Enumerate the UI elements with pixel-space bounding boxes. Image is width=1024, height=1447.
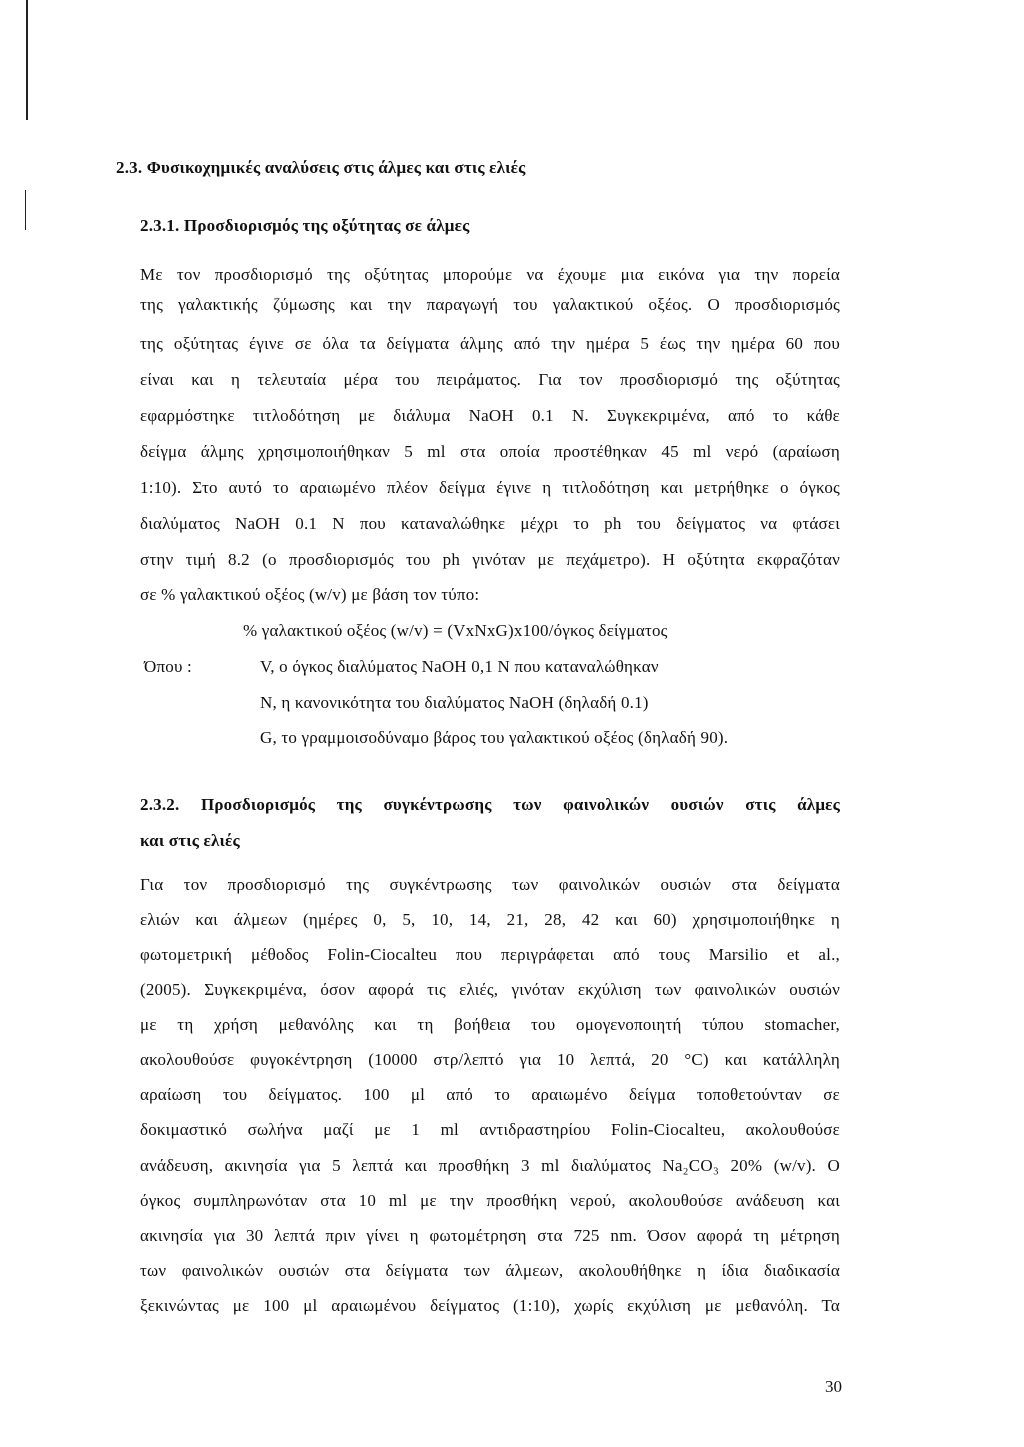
paragraph-line: στην τιμή 8.2 (ο προσδιορισμός του ph γινόταν με πεχάμετρο). Η οξύτητα εκφραζόταν	[140, 550, 840, 569]
paragraph-line: διαλύματος NaOH 0.1 N που καταναλώθηκε μέχρι το ph του δείγματος να φτάσει	[140, 514, 840, 533]
subsection-heading-phenolics: 2.3.2. Προσδιορισμός της συγκέντρωσης των φαινολικών ουσιών στις άλμες	[140, 795, 840, 814]
paragraph-line: σε % γαλακτικού οξέος (w/v) με βάση τον τύπο:	[140, 585, 480, 604]
paragraph-line: (2005). Συγκεκριμένα, όσον αφορά τις ελιές, γινόταν εκχύλιση των φαινολικών ουσιών	[140, 980, 840, 999]
paragraph-line: αραίωση του δείγματος. 100 μl από το αραιωμένο δείγμα τοποθετούνταν σε	[140, 1085, 840, 1104]
subsection-heading-phenolics-cont: και στις ελιές	[140, 831, 240, 850]
paragraph-line: φωτομετρική μέθοδος Folin-Ciocalteu που περιγράφεται από τους Marsilio et al.,	[140, 945, 840, 964]
page-number: 30	[825, 1377, 842, 1396]
paragraph-line: εφαρμόστηκε τιτλοδότηση με διάλυμα NaOH 0.1 N. Συγκεκριμένα, από το κάθε	[140, 406, 840, 425]
paragraph-line: των φαινολικών ουσιών στα δείγματα των άλμεων, ακολουθήθηκε η ίδια διαδικασία	[140, 1261, 840, 1280]
where-item: V, ο όγκος διαλύματος NaOH 0,1 N που καταναλώθηκαν	[260, 657, 659, 676]
section-heading: 2.3. Φυσικοχημικές αναλύσεις στις άλμες και στις ελιές	[116, 158, 526, 177]
paragraph-line: της οξύτητας έγινε σε όλα τα δείγματα άλμης από την ημέρα 5 έως την ημέρα 60 που	[140, 334, 840, 353]
paragraph-line: της γαλακτικής ζύμωσης και την παραγωγή του γαλακτικού οξέος. Ο προσδιορισμός	[140, 295, 840, 314]
paragraph-line: όγκος συμπληρωνόταν στα 10 ml με την προσθήκη νερού, ακολουθούσε ανάδευση και	[140, 1191, 840, 1210]
paragraph-line: με τη χρήση μεθανόλης και τη βοήθεια του ομογενοποιητή τύπου stomacher,	[140, 1015, 840, 1034]
paragraph-line: ακινησία για 30 λεπτά πριν γίνει η φωτομέτρηση στα 725 nm. Όσον αφορά τη μέτρηση	[140, 1226, 840, 1245]
scan-artifact-line	[26, 0, 28, 120]
paragraph-line: ανάδευση, ακινησία για 5 λεπτά και προσθήκη 3 ml διαλύματος Na₂CO₃ 20% (w/v). Ο	[140, 1156, 840, 1175]
paragraph-line: Για τον προσδιορισμό της συγκέντρωσης των φαινολικών ουσιών στα δείγματα	[140, 875, 840, 894]
paragraph-line: είναι και η τελευταία μέρα του πειράματος. Για τον προσδιορισμό της οξύτητας	[140, 370, 840, 389]
where-label: Όπου :	[144, 657, 192, 676]
paragraph-line: Με τον προσδιορισμό της οξύτητας μπορούμε να έχουμε μια εικόνα για την πορεία	[140, 265, 840, 284]
paragraph-line: ακολουθούσε φυγοκέντρηση (10000 στρ/λεπτό για 10 λεπτά, 20 °C) και κατάλληλη	[140, 1050, 840, 1069]
subsection-heading-acidity: 2.3.1. Προσδιορισμός της οξύτητας σε άλμες	[140, 216, 470, 235]
where-item: N, η κανονικότητα του διαλύματος NaOH (δηλαδή 0.1)	[260, 693, 649, 712]
paragraph-line: 1:10). Στο αυτό το αραιωμένο πλέον δείγμα έγινε η τιτλοδότηση και μετρήθηκε ο όγκος	[140, 478, 840, 497]
acidity-formula: % γαλακτικού οξέος (w/v) = (VxNxG)x100/όγκος δείγματος	[243, 621, 668, 640]
scan-artifact-line	[25, 190, 26, 230]
paragraph-line: ξεκινώντας με 100 μl αραιωμένου δείγματος (1:10), χωρίς εκχύλιση με μεθανόλη. Τα	[140, 1296, 840, 1315]
paragraph-line: δείγμα άλμης χρησιμοποιήθηκαν 5 ml στα οποία προστέθηκαν 45 ml νερό (αραίωση	[140, 442, 840, 461]
paragraph-line: δοκιμαστικό σωλήνα μαζί με 1 ml αντιδραστηρίου Folin-Ciocalteu, ακολουθούσε	[140, 1120, 840, 1139]
where-item: G, το γραμμοισοδύναμο βάρος του γαλακτικού οξέος (δηλαδή 90).	[260, 728, 729, 747]
paragraph-line: ελιών και άλμεων (ημέρες 0, 5, 10, 14, 21, 28, 42 και 60) χρησιμοποιήθηκε η	[140, 910, 840, 929]
